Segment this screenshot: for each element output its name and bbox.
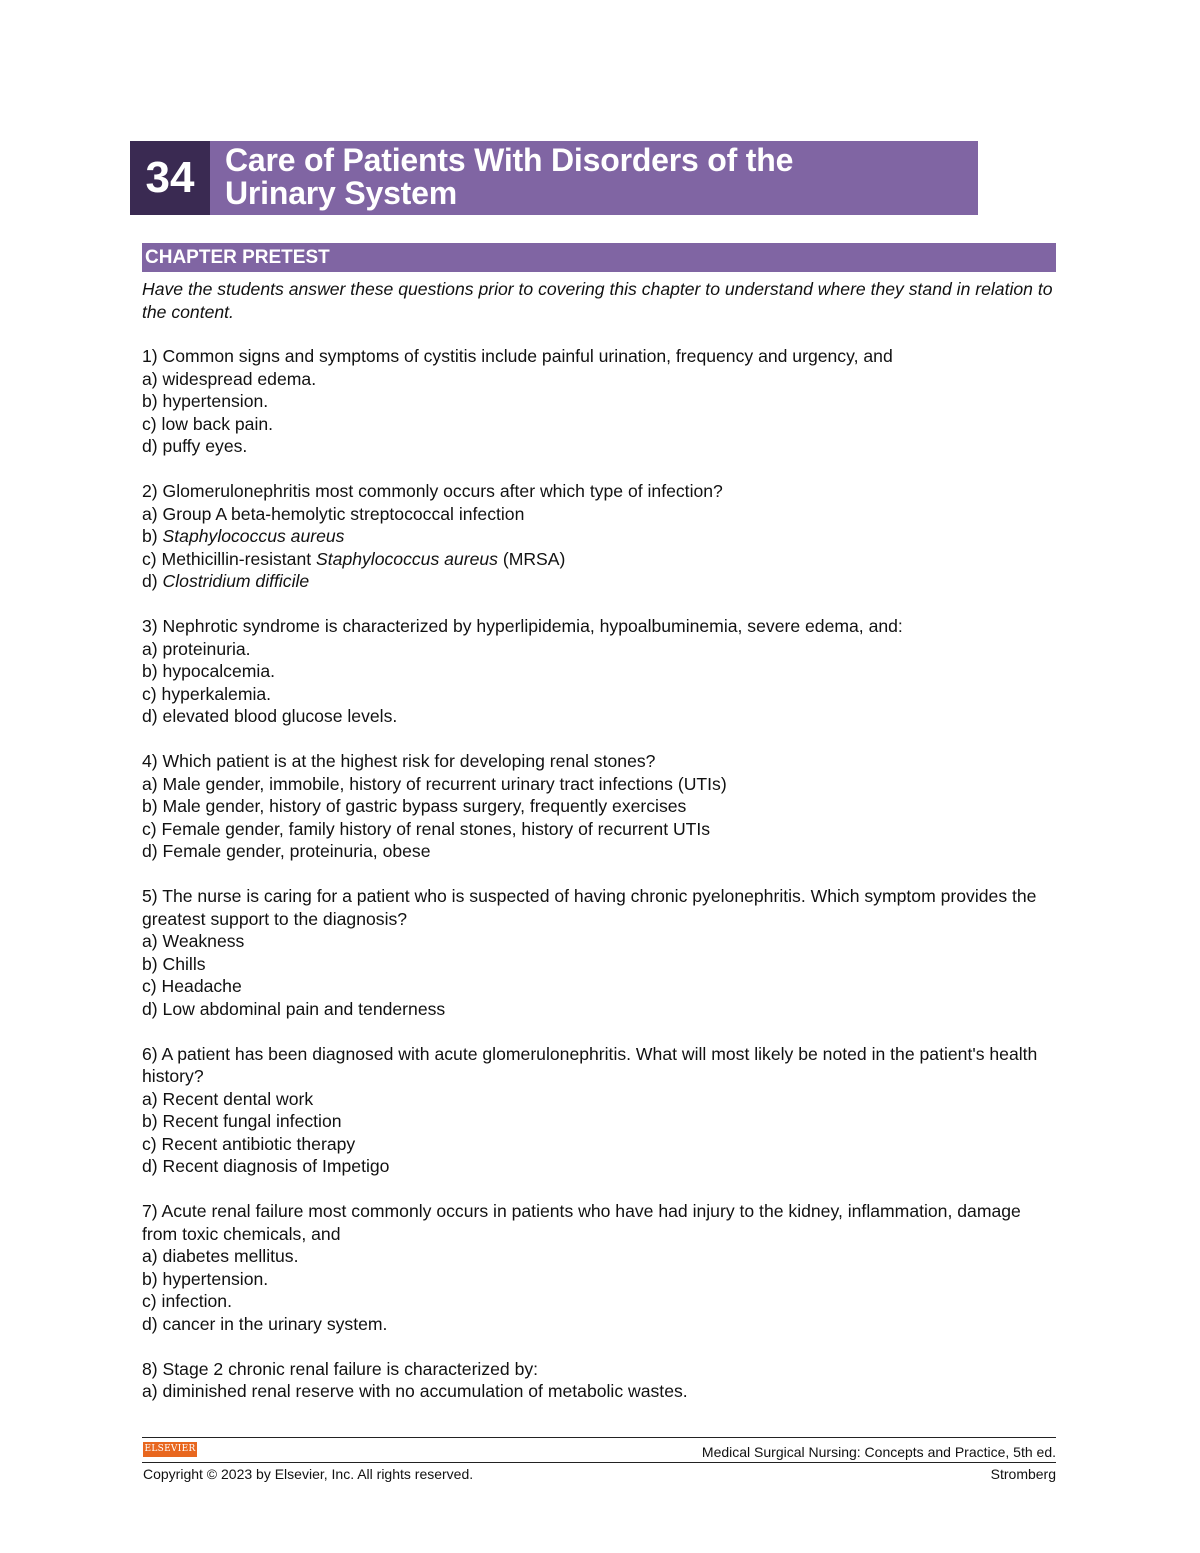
- option-b: [142, 525, 1056, 548]
- chapter-title-line1: Care of Patients With Disorders of the: [225, 142, 794, 178]
- option-b: b) hypocalcemia.: [142, 661, 275, 681]
- option-d: d) elevated blood glucose levels.: [142, 706, 398, 726]
- option-a: a) proteinuria.: [142, 638, 251, 659]
- option-d: d) Recent diagnosis of Impetigo: [142, 1156, 390, 1176]
- question-1: [142, 345, 1056, 458]
- chapter-title-line2: Urinary System: [225, 175, 457, 211]
- question-stem: 2) Glomerulonephritis most commonly occurs after which type of infection?: [142, 481, 723, 501]
- question-stem: 3) Nephrotic syndrome is characterized by hyperlipidemia, hypoalbuminemia, severe edema, and:: [142, 616, 903, 636]
- footer-book-title: Medical Surgical Nursing: Concepts and Practice, 5th ed.: [701, 1444, 1056, 1460]
- question-3: [142, 615, 1056, 728]
- chapter-number: 34: [130, 141, 210, 215]
- option-c: c) hyperkalemia.: [142, 683, 272, 704]
- option-c: c) Female gender, family history of renal stones, history of recurrent UTIs: [142, 818, 711, 839]
- footer-divider-top: [142, 1437, 1056, 1438]
- question-stem: 1) Common signs and symptoms of cystitis include painful urination, frequency and urgency, and: [142, 346, 893, 366]
- footer-copyright: Copyright © 2023 by Elsevier, Inc. All rights reserved.: [143, 1466, 474, 1482]
- question-6: [142, 1043, 1056, 1178]
- footer-divider-bottom: [142, 1462, 1056, 1463]
- question-7: [142, 1200, 1056, 1335]
- pretest-intro: Have the students answer these questions prior to covering this chapter to understand where they stand in relation to the content.: [142, 279, 1053, 322]
- option-a: a) Male gender, immobile, history of recurrent urinary tract infections (UTIs): [142, 773, 727, 794]
- option-c: c) low back pain.: [142, 413, 274, 434]
- option-a: a) diabetes mellitus.: [142, 1246, 299, 1266]
- option-a: a) Group A beta-hemolytic streptococcal infection: [142, 503, 525, 524]
- option-c-organism: Staphylococcus aureus: [316, 548, 498, 569]
- option-b: b) Recent fungal infection: [142, 1111, 342, 1131]
- option-b: b) hypertension.: [142, 391, 269, 411]
- question-stem: 4) Which patient is at the highest risk for developing renal stones?: [142, 751, 656, 771]
- option-d-organism: Clostridium difficile: [162, 571, 310, 591]
- option-c-prefix: c) Methicillin-resistant: [142, 548, 317, 569]
- question-4: [142, 750, 1056, 863]
- option-a: a) widespread edema.: [142, 368, 317, 389]
- question-stem: 6) A patient has been diagnosed with acute glomerulonephritis. What will most likely be noted in the patient's health history?: [142, 1043, 1038, 1086]
- option-b: b) Male gender, history of gastric bypass surgery, frequently exercises: [142, 796, 687, 816]
- elsevier-logo: ELSEVIER: [143, 1442, 197, 1457]
- option-d: d) Low abdominal pain and tenderness: [142, 998, 446, 1019]
- option-d: [142, 570, 1056, 593]
- option-a: a) Recent dental work: [142, 1088, 314, 1109]
- pretest-content: [142, 278, 1056, 1425]
- option-c: c) Recent antibiotic therapy: [142, 1133, 356, 1154]
- question-stem: 7) Acute renal failure most commonly occurs in patients who have had injury to the kidney, inflammation, damage from toxic chemicals, and: [142, 1201, 1021, 1244]
- option-c: [142, 548, 1056, 571]
- option-d: d) Female gender, proteinuria, obese: [142, 841, 431, 861]
- option-c-suffix: (MRSA): [497, 548, 566, 569]
- chapter-banner: [130, 141, 978, 215]
- option-b: b) Chills: [142, 953, 206, 974]
- question-8: [142, 1358, 1056, 1403]
- question-stem: 5) The nurse is caring for a patient who is suspected of having chronic pyelonephritis. Which symptom provides the greatest support to the diagnosis?: [142, 886, 1037, 929]
- option-a: a) diminished renal reserve with no accumulation of metabolic wastes.: [142, 1381, 688, 1401]
- option-a: a) Weakness: [142, 931, 245, 951]
- question-2: [142, 480, 1056, 593]
- chapter-title: [210, 141, 793, 215]
- footer-author: Stromberg: [990, 1466, 1056, 1482]
- option-d-prefix: d): [142, 571, 163, 591]
- question-stem: 8) Stage 2 chronic renal failure is characterized by:: [142, 1358, 539, 1379]
- option-b-organism: Staphylococcus aureus: [162, 526, 345, 546]
- section-heading: CHAPTER PRETEST: [142, 243, 1056, 272]
- option-d: d) puffy eyes.: [142, 436, 248, 456]
- option-c: c) Headache: [142, 976, 242, 996]
- option-c: c) infection.: [142, 1291, 232, 1311]
- question-5: [142, 885, 1056, 1020]
- option-b-prefix: b): [142, 526, 163, 546]
- option-b: b) hypertension.: [142, 1268, 269, 1289]
- option-d: d) cancer in the urinary system.: [142, 1313, 388, 1334]
